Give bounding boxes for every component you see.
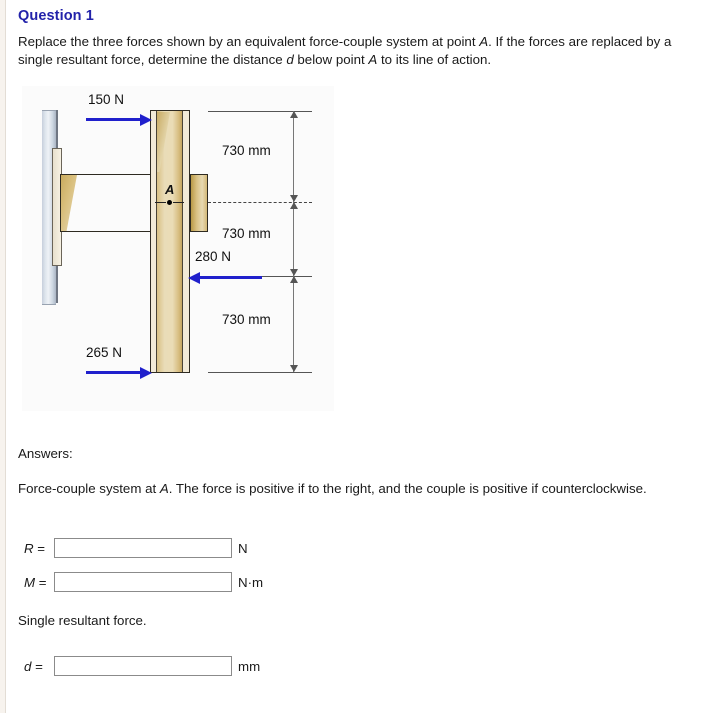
field-label-d <box>24 659 54 674</box>
field-key-d: d <box>24 658 32 674</box>
question-content <box>6 0 721 713</box>
force-arrow-150n-shaft <box>86 118 148 121</box>
answers-heading: Answers: <box>18 446 73 461</box>
page-title: Question 1 <box>18 8 94 24</box>
force-arrow-150n-head <box>140 114 152 126</box>
dimension-arrow-top-down <box>290 195 298 202</box>
answers-description-text-2: . The force is positive if to the right, and the couple is positive if counterclockwise. <box>168 481 647 496</box>
answers-subheading: Single resultant force. <box>18 613 147 628</box>
force-arrow-280n-head <box>188 272 200 284</box>
answers-point-a: A <box>159 481 169 496</box>
prompt-text-4: to its line of action. <box>377 52 492 67</box>
prompt-distance-d: d <box>286 52 294 67</box>
prompt-text-3: below point <box>293 52 369 67</box>
dimension-arrow-middle-up <box>290 202 298 209</box>
prompt-point-a-2: A <box>368 52 378 67</box>
answer-input-m[interactable] <box>54 572 232 592</box>
answer-input-d[interactable] <box>54 656 232 676</box>
answer-input-r[interactable] <box>54 538 232 558</box>
prompt-text-2: . If the forces are replaced by a single resultant force, determine the distance <box>18 34 672 67</box>
answers-description-text-1: Force-couple system at <box>18 481 160 496</box>
force-label-150n: 150 N <box>88 92 125 107</box>
force-label-265n: 265 N <box>86 345 123 360</box>
dimension-label-top: 730 mm <box>222 143 271 158</box>
field-label-r <box>24 541 54 556</box>
answers-description <box>18 480 678 498</box>
prompt-text-1: Replace the three forces shown by an equivalent force-couple system at point <box>18 34 480 49</box>
prompt-point-a-1: A <box>479 34 489 49</box>
extension-line-280n <box>262 276 312 277</box>
extension-line-bottom <box>208 372 312 373</box>
field-key-m: M <box>24 574 36 590</box>
dimension-arrow-bottom-up <box>290 276 298 283</box>
field-row-r <box>24 538 248 558</box>
field-unit-d: mm <box>238 658 261 674</box>
force-diagram-figure <box>22 86 334 411</box>
dimension-line-bottom <box>293 276 294 372</box>
point-a-label: A <box>165 182 175 197</box>
force-arrow-265n-shaft <box>86 371 148 374</box>
field-row-d <box>24 656 260 676</box>
field-label-m <box>24 575 54 590</box>
force-label-280n: 280 N <box>195 249 232 264</box>
question-prompt <box>18 33 700 69</box>
dimension-arrow-middle-down <box>290 269 298 276</box>
field-equals-m: = <box>35 574 47 590</box>
point-a-marker <box>167 200 172 205</box>
dimension-line-top <box>293 111 294 202</box>
field-row-m <box>24 572 263 592</box>
point-a-tick-right <box>173 202 184 203</box>
field-key-r: R <box>24 540 34 556</box>
dimension-label-bottom: 730 mm <box>222 312 271 327</box>
post-side-tab <box>190 174 208 232</box>
force-arrow-280n-shaft <box>200 276 262 279</box>
field-unit-m: N·m <box>238 574 264 590</box>
force-arrow-265n-head <box>140 367 152 379</box>
dimension-label-middle: 730 mm <box>222 226 271 241</box>
dimension-arrow-top-up <box>290 111 298 118</box>
field-equals-d: = <box>31 658 43 674</box>
point-a-tick-left <box>155 202 166 203</box>
field-unit-r: N <box>238 540 248 556</box>
dimension-arrow-bottom-down <box>290 365 298 372</box>
field-equals-r: = <box>33 540 46 556</box>
dimension-line-middle <box>293 202 294 276</box>
